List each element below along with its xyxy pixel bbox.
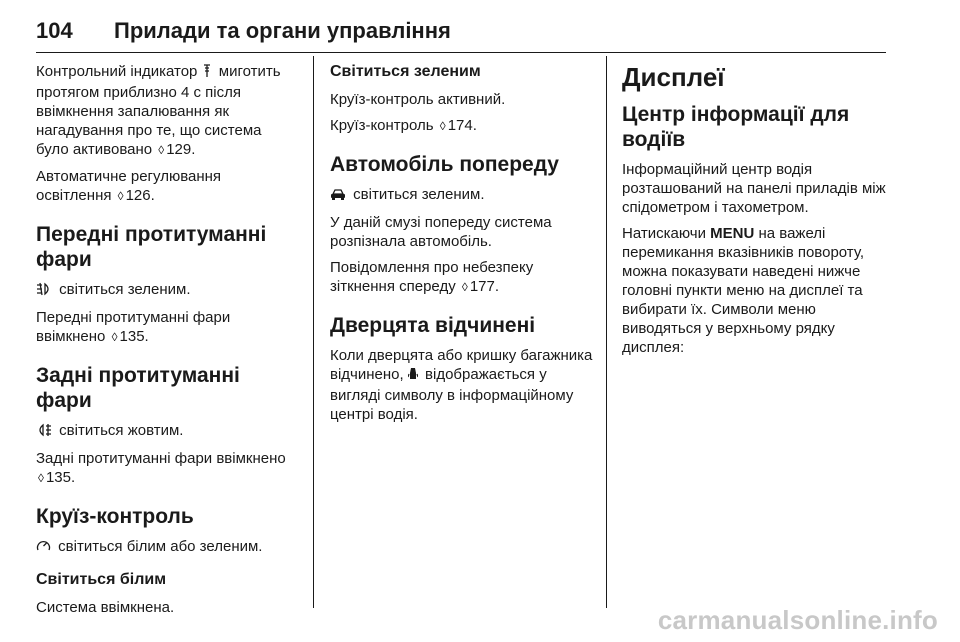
reference-arrow-icon: ◊ <box>439 119 446 133</box>
rear-fog-desc: Задні протитуманні фари ввімкнено ◊ 135. <box>36 450 286 486</box>
section-heading-front-fog: Передні протитуманні фари <box>36 223 267 271</box>
reference-arrow-icon: ◊ <box>117 189 124 203</box>
section-heading-cruise: Круїз-контроль <box>36 505 194 528</box>
vehicle-ahead-status: світиться зеленим. <box>330 185 598 206</box>
cruise-control-icon <box>36 539 51 558</box>
page-reference[interactable]: 177. <box>469 278 500 295</box>
rear-fog-light-icon <box>36 423 52 442</box>
rear-fog-status: світиться жовтим. <box>36 421 298 442</box>
section-heading-rear-fog: Задні протитуманні фари <box>36 364 240 412</box>
front-fog-light-icon <box>36 282 52 301</box>
front-fog-desc: Передні протитуманні фари ввімкнено ◊ 135. <box>36 309 231 345</box>
section-heading-displays: Дисплеї <box>622 62 725 92</box>
page-reference[interactable]: 126. <box>125 187 155 204</box>
paragraph-indicator: Контрольний індикатор миготить протягом приблизно 4 с після ввімкнення запалювання як нагадування про те, що система було активовано ◊ 129. <box>36 63 281 158</box>
column-middle <box>330 62 598 431</box>
dic-p2: Натискаючи MENU на важелі перемикання вказівників повороту, можна показувати наведені нижче головні пункти меню на дисплеї та вибирати їх. Символи меню виводяться у верхньому рядку дисплея: <box>622 225 865 356</box>
paragraph-auto-light: Автоматичне регулювання освітлення ◊ 126. <box>36 168 222 204</box>
green-p2: Круїз-контроль ◊ 174. <box>330 117 477 134</box>
page-reference[interactable]: 135. <box>119 328 149 345</box>
subheading-white: Світиться білим <box>36 571 167 588</box>
page-reference[interactable]: 174. <box>447 117 477 134</box>
white-desc: Система ввімкнена. <box>36 599 175 616</box>
page-reference[interactable]: 129. <box>166 141 196 158</box>
column-divider <box>606 56 607 608</box>
page-reference[interactable]: 135. <box>45 469 76 486</box>
column-right <box>622 62 892 364</box>
door-open-desc: Коли дверцята або кришку багажника відчинено, відображається у вигляді символу в інформаційному центрі водія. <box>330 347 593 423</box>
column-divider <box>313 56 314 608</box>
door-open-icon <box>408 367 418 386</box>
front-fog-status: світиться зеленим. <box>36 280 298 301</box>
section-heading-door-open: Дверцята відчинені <box>330 314 536 337</box>
menu-key-label: MENU <box>710 225 755 242</box>
reference-arrow-icon: ◊ <box>461 280 468 294</box>
watermark: carmanualsonline.info <box>657 605 938 635</box>
cruise-status: світиться білим або зеленим. <box>36 537 298 558</box>
vehicle-ahead-p1: У даній смузі попереду система розпізнала автомобіль. <box>330 214 552 250</box>
subheading-green: Світиться зеленим <box>330 63 481 80</box>
light-sensor-icon <box>202 64 212 83</box>
reference-arrow-icon: ◊ <box>111 330 118 344</box>
dic-p1: Інформаційний центр водія розташований на панелі приладів між спідометром і тахометром. <box>622 161 886 216</box>
vehicle-ahead-icon <box>330 187 346 206</box>
reference-arrow-icon: ◊ <box>38 471 44 485</box>
subheading-driver-info-centre: Центр інформації для водіїв <box>622 103 850 151</box>
column-left <box>36 62 298 624</box>
section-heading-vehicle-ahead: Автомобіль попереду <box>330 153 559 176</box>
vehicle-ahead-p2: Повідомлення про небезпеку зіткнення спереду ◊ 177. <box>330 259 534 295</box>
reference-arrow-icon: ◊ <box>158 143 165 157</box>
page-header <box>36 18 886 53</box>
green-p1: Круїз-контроль активний. <box>330 91 506 108</box>
page-title: Прилади та органи управління <box>114 18 451 43</box>
page-number: 104 <box>36 18 73 43</box>
